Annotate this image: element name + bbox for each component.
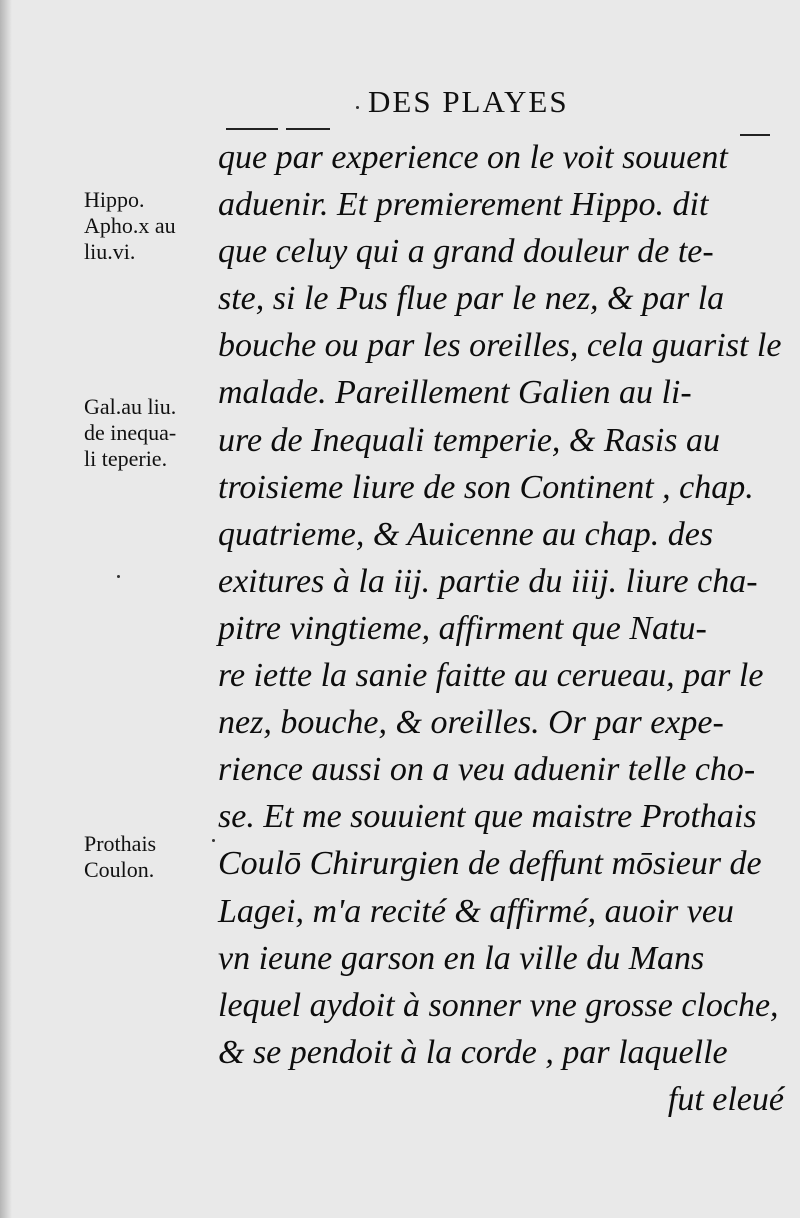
- text-line: rience aussi on a veu aduenir telle cho-: [218, 751, 756, 789]
- margin-note-line: Prothais: [84, 831, 157, 856]
- text-line: Lagei, m'a recité & affirmé, auoir veu: [218, 892, 734, 930]
- running-header: DES PLAYES: [368, 84, 569, 119]
- margin-note-line: liu.vi.: [84, 239, 136, 264]
- body-text-column: [218, 134, 792, 1123]
- page-edge-shadow: [0, 0, 12, 1218]
- margin-note-galen: [84, 394, 222, 472]
- header-rule: [226, 128, 278, 130]
- margin-note-prothais: [84, 831, 222, 883]
- text-line: exitures à la iij. partie du iiij. liure cha-: [218, 562, 758, 600]
- margin-note-line: Gal.au liu.: [84, 394, 177, 419]
- text-line: malade. Pareillement Galien au li-: [218, 374, 692, 412]
- margin-note-line: Hippo.: [84, 187, 145, 212]
- margin-note-hippocrates: [84, 187, 222, 265]
- ink-speck: [212, 839, 215, 842]
- text-line: vn ieune garson en la ville du Mans: [218, 939, 705, 977]
- text-line: nez, bouche, & oreilles. Or par expe-: [218, 704, 724, 742]
- catchword: fut eleué: [667, 1080, 784, 1118]
- text-line: pitre vingtieme, affirment que Natu-: [218, 609, 707, 647]
- text-line: quatrieme, & Auicenne au chap. des: [218, 515, 714, 553]
- ink-speck: [356, 106, 359, 109]
- text-line: & se pendoit à la corde , par laquelle: [218, 1033, 728, 1071]
- text-line: lequel aydoit à sonner vne grosse cloche,: [218, 986, 779, 1024]
- text-line: que par experience on le voit souuent: [218, 139, 728, 176]
- text-line: que celuy qui a grand douleur de te-: [218, 233, 714, 271]
- text-line: se. Et me souuient que maistre Prothais: [218, 798, 757, 836]
- ink-speck: [117, 575, 120, 578]
- margin-note-line: de inequa-: [84, 420, 177, 445]
- text-line: ure de Inequali temperie, & Rasis au: [218, 421, 721, 459]
- margin-note-line: li teperie.: [84, 446, 168, 471]
- text-line: re iette la sanie faitte au cerueau, par le: [218, 657, 764, 695]
- text-line: Coulō Chirurgien de deffunt mōsieur de: [218, 845, 762, 883]
- margin-note-line: Apho.x au: [84, 213, 176, 238]
- margin-note-line: Coulon.: [84, 857, 155, 882]
- text-line: aduenir. Et premierement Hippo. dit: [218, 186, 709, 224]
- text-line: ste, si le Pus flue par le nez, & par la: [218, 280, 725, 318]
- text-line: troisieme liure de son Continent , chap.: [218, 468, 754, 506]
- header-rule: [286, 128, 330, 130]
- text-line: bouche ou par les oreilles, cela guarist le: [218, 327, 782, 365]
